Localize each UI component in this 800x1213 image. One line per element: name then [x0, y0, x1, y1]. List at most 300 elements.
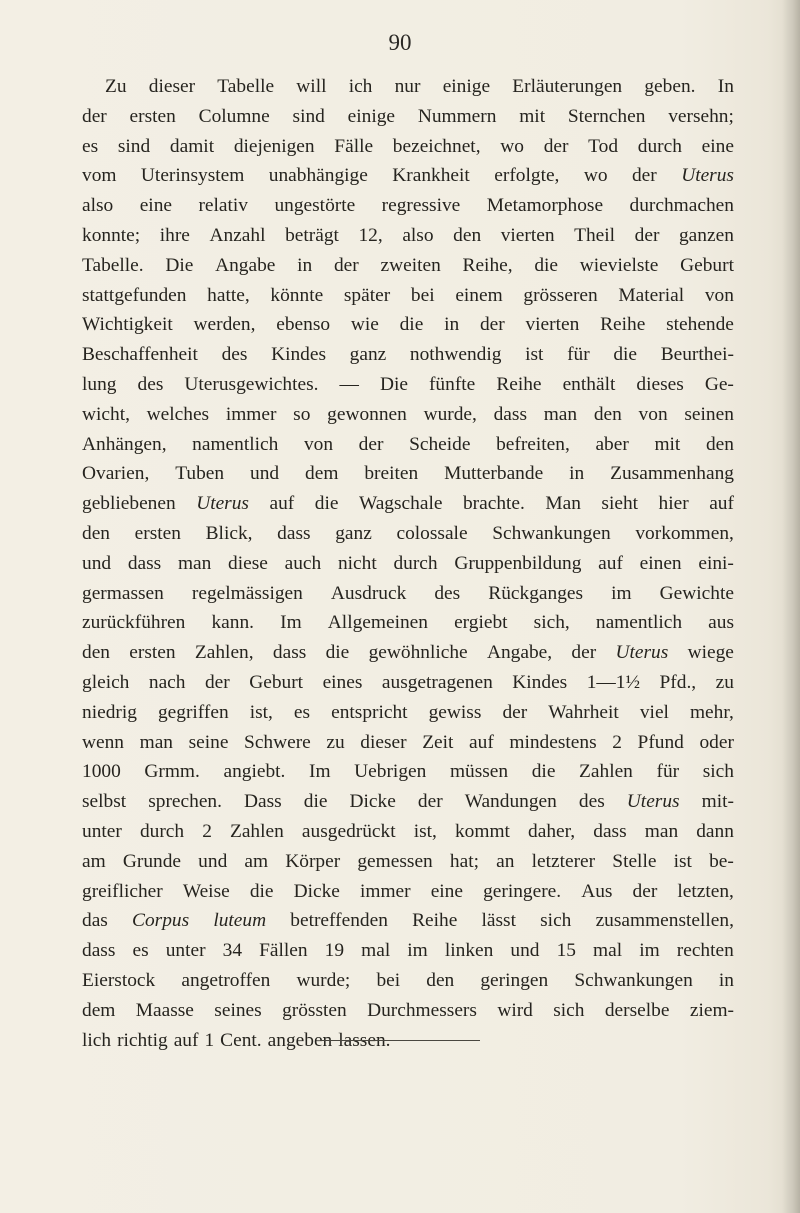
word: angiebt.: [223, 761, 286, 783]
word: betreffenden: [290, 910, 388, 932]
word: Erläuterungen: [512, 76, 623, 97]
word: diejenigen: [233, 135, 315, 157]
word: ausgedrückt: [301, 820, 396, 842]
word: Grmm.: [144, 761, 200, 783]
word: hier: [658, 493, 689, 515]
word: Kindes: [271, 344, 327, 366]
word: Tabelle: [217, 76, 275, 97]
word: Wandungen: [464, 791, 557, 813]
word: Uterus: [626, 791, 680, 813]
word: dass: [82, 940, 116, 962]
word: gewonnen: [327, 403, 407, 425]
word: daher,: [528, 820, 576, 842]
word: Ge-: [704, 373, 734, 395]
text-line: [82, 966, 734, 996]
word: Ausdruck: [330, 582, 407, 604]
word: Zahlen: [229, 820, 284, 842]
word: zu: [715, 671, 734, 693]
text-line: [82, 996, 734, 1026]
word: Fällen: [259, 940, 308, 962]
word: derselbe: [604, 999, 670, 1021]
word: sich: [702, 761, 734, 783]
body-text: [82, 72, 734, 1055]
word: das: [82, 910, 108, 932]
word: in: [718, 969, 734, 991]
word: Eierstock: [82, 969, 156, 991]
word: könnte: [270, 284, 324, 306]
word: der: [204, 671, 230, 693]
word: immer: [359, 880, 411, 902]
text-line: [82, 906, 734, 936]
word: der: [82, 105, 107, 127]
word: stehende: [666, 314, 734, 336]
word: germassen: [82, 582, 164, 604]
word: versehn;: [668, 105, 734, 127]
word: will: [296, 76, 327, 97]
word: immer: [225, 403, 277, 425]
word: namentlich: [192, 433, 279, 455]
word: einen: [639, 552, 682, 574]
word: gebliebenen: [82, 493, 176, 515]
word: dem: [82, 999, 116, 1021]
word: Die: [165, 254, 194, 276]
word: Beschaffenheit: [82, 344, 198, 366]
word: Nummern: [417, 105, 497, 127]
word: 12,: [358, 224, 383, 246]
word: Krankheit: [392, 165, 470, 187]
word: zusammenstellen,: [595, 910, 734, 932]
word: lung: [82, 373, 117, 395]
word: bei: [376, 969, 401, 991]
word: Metamorphose: [486, 195, 604, 217]
word: wird: [497, 999, 533, 1021]
word: Wichtigkeit: [82, 314, 173, 336]
word: so: [293, 403, 311, 425]
word: zweiten: [380, 254, 441, 276]
word: müssen: [449, 761, 509, 783]
word: unabhängige: [268, 165, 368, 187]
word: gegriffen: [157, 701, 229, 723]
page-number: 90: [388, 30, 412, 55]
word: den: [593, 403, 622, 425]
word: wo: [583, 165, 608, 187]
word: in: [569, 463, 585, 485]
word: Durchmessers: [367, 999, 477, 1021]
text-line: [82, 698, 734, 728]
word: dass: [493, 403, 527, 425]
word: Uterusgewichtes.: [184, 373, 319, 395]
word: Grunde: [122, 850, 182, 872]
word: die: [314, 493, 339, 515]
word: dieser: [360, 731, 407, 753]
word: Dicke: [349, 791, 396, 813]
text-line: [82, 132, 734, 162]
word: geringere.: [483, 880, 562, 902]
word: des: [434, 582, 461, 604]
word: wurde,: [423, 403, 477, 425]
word: Im: [280, 612, 302, 634]
word: regressive: [381, 195, 461, 217]
word: einem: [455, 284, 503, 306]
word: Reihe: [496, 373, 542, 395]
word: lassen.: [338, 1029, 391, 1051]
word: sieht: [601, 493, 639, 515]
word: regelmässigen: [191, 582, 303, 604]
word: mit-: [701, 791, 734, 813]
word: unter: [82, 820, 122, 842]
word: Mutterbande: [444, 463, 544, 485]
word: im: [407, 940, 428, 962]
word: Fälle: [334, 135, 374, 157]
word: Schwere: [244, 731, 311, 753]
word: durch: [139, 820, 185, 842]
word: Dass: [244, 791, 282, 813]
word: den: [426, 969, 455, 991]
word: einige: [442, 76, 491, 97]
word: Kindes: [512, 671, 568, 693]
word: brachte.: [462, 493, 525, 515]
word: dass: [277, 522, 311, 544]
word: Pfd.,: [659, 671, 697, 693]
word: durch: [637, 135, 682, 157]
word: es: [82, 135, 99, 157]
word: Uterus: [196, 493, 249, 515]
word: Wagschale: [358, 493, 443, 515]
word: Material: [618, 284, 685, 306]
word: eine: [701, 135, 734, 157]
word: nur: [394, 76, 421, 97]
word: Maasse: [135, 999, 194, 1021]
word: ziem-: [689, 999, 734, 1021]
word: später: [343, 284, 391, 306]
word: also: [82, 195, 114, 217]
word: ist,: [413, 820, 437, 842]
text-line: [82, 757, 734, 787]
word: dann: [696, 820, 734, 842]
word: Rückganges: [488, 582, 584, 604]
word: ersten: [129, 105, 176, 127]
word: Körper: [285, 850, 341, 872]
word: mal: [361, 940, 391, 962]
word: nach: [148, 671, 186, 693]
word: zurückführen: [82, 612, 186, 634]
word: kommt: [454, 820, 510, 842]
word: die: [303, 791, 328, 813]
word: sich: [553, 999, 585, 1021]
text-line: [82, 340, 734, 370]
word: wie: [350, 314, 379, 336]
word: ihre: [159, 224, 190, 246]
word: be-: [709, 850, 734, 872]
word: welches: [146, 403, 210, 425]
word: bei: [410, 284, 435, 306]
word: auf: [469, 731, 494, 753]
word: Beurthei-: [660, 344, 734, 366]
word: diese: [228, 552, 268, 574]
word: man: [644, 820, 679, 842]
text-line: [82, 489, 734, 519]
word: Schwankungen: [574, 969, 693, 991]
text-line: [82, 191, 734, 221]
word: wiege: [687, 642, 734, 664]
word: durch: [393, 552, 438, 574]
word: nicht: [337, 552, 377, 574]
text-line: [82, 847, 734, 877]
word: konnte;: [82, 224, 141, 246]
word: Pfund: [637, 731, 684, 753]
word: dem: [305, 463, 339, 485]
word: sich,: [533, 612, 570, 634]
word: hatte,: [207, 284, 250, 306]
word: eines: [322, 671, 363, 693]
word: 19: [324, 940, 345, 962]
word: richtig: [117, 1029, 168, 1051]
word: Reihe: [412, 910, 458, 932]
text-line: [82, 549, 734, 579]
text-line: [82, 430, 734, 460]
word: auf: [269, 493, 295, 515]
word: vom: [82, 165, 117, 187]
word: auch: [284, 552, 322, 574]
word: Zu: [105, 76, 127, 97]
text-line: [82, 251, 734, 281]
word: fünfte: [428, 373, 476, 395]
word: für: [567, 344, 590, 366]
word: Gewichte: [659, 582, 734, 604]
word: Uterus: [615, 642, 669, 664]
word: es: [132, 940, 149, 962]
text-line: [82, 161, 734, 191]
text-line: [82, 787, 734, 817]
word: dass: [593, 820, 627, 842]
word: lässt: [481, 910, 516, 932]
word: zu: [326, 731, 345, 753]
word: ganz: [349, 344, 387, 366]
text-line: [82, 519, 734, 549]
word: hat;: [449, 850, 479, 872]
word: man: [139, 731, 173, 753]
word: Weise: [182, 880, 230, 902]
word: dass: [272, 642, 307, 664]
word: mindestens: [509, 731, 597, 753]
word: linken: [444, 940, 494, 962]
word: man: [543, 403, 578, 425]
word: und: [82, 552, 112, 574]
word: Theil: [574, 224, 616, 246]
word: von: [303, 433, 334, 455]
word: ersten: [134, 522, 181, 544]
text-line: [82, 459, 734, 489]
word: Tuben: [175, 463, 225, 485]
word: seines: [214, 999, 262, 1021]
word: ich: [348, 76, 373, 97]
word: auf: [598, 552, 623, 574]
word: bezeichnet,: [392, 135, 481, 157]
word: niedrig: [82, 701, 137, 723]
word: Uterus: [681, 165, 734, 187]
word: des: [137, 373, 164, 395]
word: 2: [612, 731, 622, 753]
word: Dicke: [293, 880, 340, 902]
word: greiflicher: [82, 880, 163, 902]
word: eine: [139, 195, 172, 217]
word: 15: [556, 940, 576, 962]
word: eine: [430, 880, 463, 902]
word: selbst: [82, 791, 127, 813]
word: seinen: [684, 403, 734, 425]
word: die: [534, 254, 559, 276]
word: ergiebt: [454, 612, 508, 634]
text-line: [82, 579, 734, 609]
word: gewöhnliche: [368, 642, 468, 664]
text-line: [82, 608, 734, 638]
word: vierten: [500, 224, 555, 246]
word: der: [333, 254, 359, 276]
word: Aus: [581, 880, 613, 902]
word: mit: [519, 105, 546, 127]
word: für: [656, 761, 680, 783]
word: angeben: [267, 1029, 333, 1051]
word: Uterinsystem: [140, 165, 245, 187]
word: unter: [165, 940, 206, 962]
word: 1: [204, 1029, 215, 1051]
text-line: [82, 638, 734, 668]
word: und: [198, 850, 228, 872]
word: grössten: [282, 999, 347, 1021]
word: der: [571, 642, 597, 664]
word: wicht,: [82, 403, 130, 425]
word: In: [717, 76, 734, 97]
word: am: [82, 850, 106, 872]
word: entspricht: [331, 701, 408, 723]
word: oder: [699, 731, 734, 753]
word: im: [611, 582, 632, 604]
word: Die: [379, 373, 408, 395]
word: sind: [292, 105, 325, 127]
word: dass: [127, 552, 162, 574]
text-line: [82, 102, 734, 132]
text-line: [82, 281, 734, 311]
word: Cent.: [220, 1029, 262, 1051]
word: den: [705, 433, 734, 455]
word: ungestörte: [274, 195, 356, 217]
word: Columne: [198, 105, 270, 127]
word: wenn: [82, 731, 125, 753]
word: colossale: [396, 522, 468, 544]
word: Scheide: [409, 433, 471, 455]
word: —: [339, 373, 359, 395]
word: der: [634, 224, 660, 246]
word: werden,: [193, 314, 256, 336]
word: damit: [169, 135, 215, 157]
word: wo: [500, 135, 524, 157]
text-line: [82, 728, 734, 758]
word: beträgt: [285, 224, 339, 246]
word: dieser: [148, 76, 196, 97]
word: ersten: [129, 642, 176, 664]
word: Zahlen,: [194, 642, 254, 664]
word: sind: [117, 135, 151, 157]
word: rechten: [676, 940, 734, 962]
word: einige: [347, 105, 396, 127]
word: des: [578, 791, 605, 813]
word: der: [479, 314, 505, 336]
word: letzterer: [531, 850, 596, 872]
word: Man: [545, 493, 581, 515]
word: ebenso: [276, 314, 331, 336]
word: namentlich: [595, 612, 683, 634]
text-line: [82, 221, 734, 251]
word: Im: [309, 761, 331, 783]
word: und: [250, 463, 280, 485]
word: Reihe: [600, 314, 646, 336]
word: und: [510, 940, 540, 962]
word: wievielste: [579, 254, 659, 276]
word: Zusammenhang: [610, 463, 734, 485]
word: befreiten,: [496, 433, 570, 455]
word: man: [177, 552, 212, 574]
word: viel: [639, 701, 669, 723]
word: die: [249, 880, 274, 902]
word: geben.: [644, 76, 696, 97]
word: den: [82, 522, 110, 544]
word: Corpus: [132, 910, 190, 932]
word: der: [417, 791, 443, 813]
word: sprechen.: [148, 791, 222, 813]
word: der: [358, 433, 384, 455]
word: es: [293, 701, 311, 723]
word: Angabe,: [486, 642, 553, 664]
text-line: [82, 310, 734, 340]
word: luteum: [213, 910, 267, 932]
word: Blick,: [205, 522, 253, 544]
word: die: [613, 344, 638, 366]
text-line: [82, 72, 734, 102]
word: eini-: [698, 552, 734, 574]
text-line: [82, 877, 734, 907]
text-line: [82, 400, 734, 430]
word: Geburt: [249, 671, 304, 693]
word: im: [639, 940, 660, 962]
word: breiten: [364, 463, 419, 485]
word: erfolgte,: [494, 165, 560, 187]
word: Zahlen: [579, 761, 633, 783]
word: Angabe: [215, 254, 276, 276]
word: Sternchen: [567, 105, 646, 127]
word: auf: [709, 493, 734, 515]
word: Tod: [588, 135, 619, 157]
word: aus: [708, 612, 734, 634]
word: relativ: [198, 195, 248, 217]
word: des: [221, 344, 248, 366]
word: Uebrigen: [354, 761, 427, 783]
word: der: [632, 880, 658, 902]
word: an: [496, 850, 515, 872]
word: die: [325, 642, 350, 664]
word: ist: [673, 850, 692, 872]
word: Anhängen,: [82, 433, 167, 455]
word: geringen: [480, 969, 549, 991]
word: ganz: [335, 522, 372, 544]
word: gemessen: [357, 850, 433, 872]
word: seine: [188, 731, 229, 753]
word: enthält: [562, 373, 616, 395]
word: Geburt: [680, 254, 734, 276]
word: Allgemeinen: [327, 612, 428, 634]
word: lich: [82, 1029, 112, 1051]
word: 2: [202, 820, 212, 842]
word: angetroffen: [181, 969, 271, 991]
